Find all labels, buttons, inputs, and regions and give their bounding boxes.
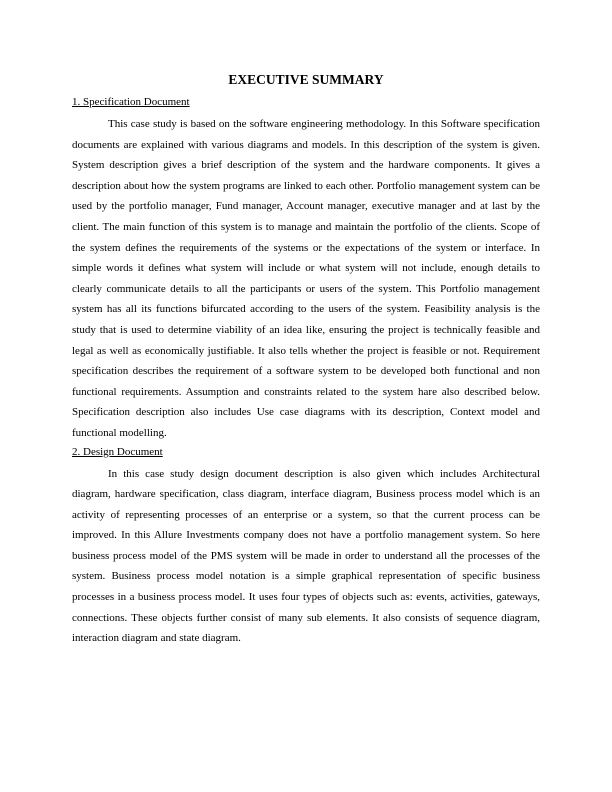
document-page <box>72 71 540 649</box>
section-heading: 2. Design Document <box>72 445 163 458</box>
section-paragraph: In this case study design document description is also given which includes Architectural diagram, hardware specification, class diagram, interface diagram, Business process model which is an activity of representing processes of an enterprise or a system, so that the current process can be improved. In this Allure Investments company does not have a portfolio management system. So here business process model of the PMS system will be made in order to understand all the processes of the system. Business process model notation is a simple graphical representation of specific business processes in a business process model. It uses four types of objects such as: events, activities, gateways, connections. These objects further consist of many sub elements. It also consists of sequence diagram, interaction diagram and state diagram. <box>72 467 540 645</box>
section-specification-document <box>72 95 540 444</box>
section-heading: 1. Specification Document <box>72 96 190 108</box>
document-title: EXECUTIVE SUMMARY <box>228 72 384 87</box>
section-paragraph: This case study is based on the software engineering methodology. In this Software specification documents are explained with various diagrams and models. In this description of the system is given. System description gives a brief description of the system and the hardware components. It gives a description about how the system programs are linked to each other. Portfolio management system can be used by the portfolio manager, Fund manager, Account manager, executive manager and at last by the client. The main function of this system is to manage and maintain the portfolio of the clients. Scope of the system defines the requirements of the systems or the expectations of the system or interface. In simple words it defines what system will include or what system will not include, enough details to clearly communicate details to all the participants or users of the system. This Portfolio management system has all its functions bifurcated according to the users of the system. Feasibility analysis is the study that is used to determine viability of an idea like, ensuring the project is technically feasible and legal as well as economically justifiable. It also tells whether the project is feasible or not. Requirement specification describes the requirement of a software system to be developed both functional and non functional requirements. Assumption and constraints related to the system hare also described below. Specification description also includes Use case diagrams with its description, Context model and functional modelling. <box>72 118 540 439</box>
section-design-document <box>72 445 540 649</box>
